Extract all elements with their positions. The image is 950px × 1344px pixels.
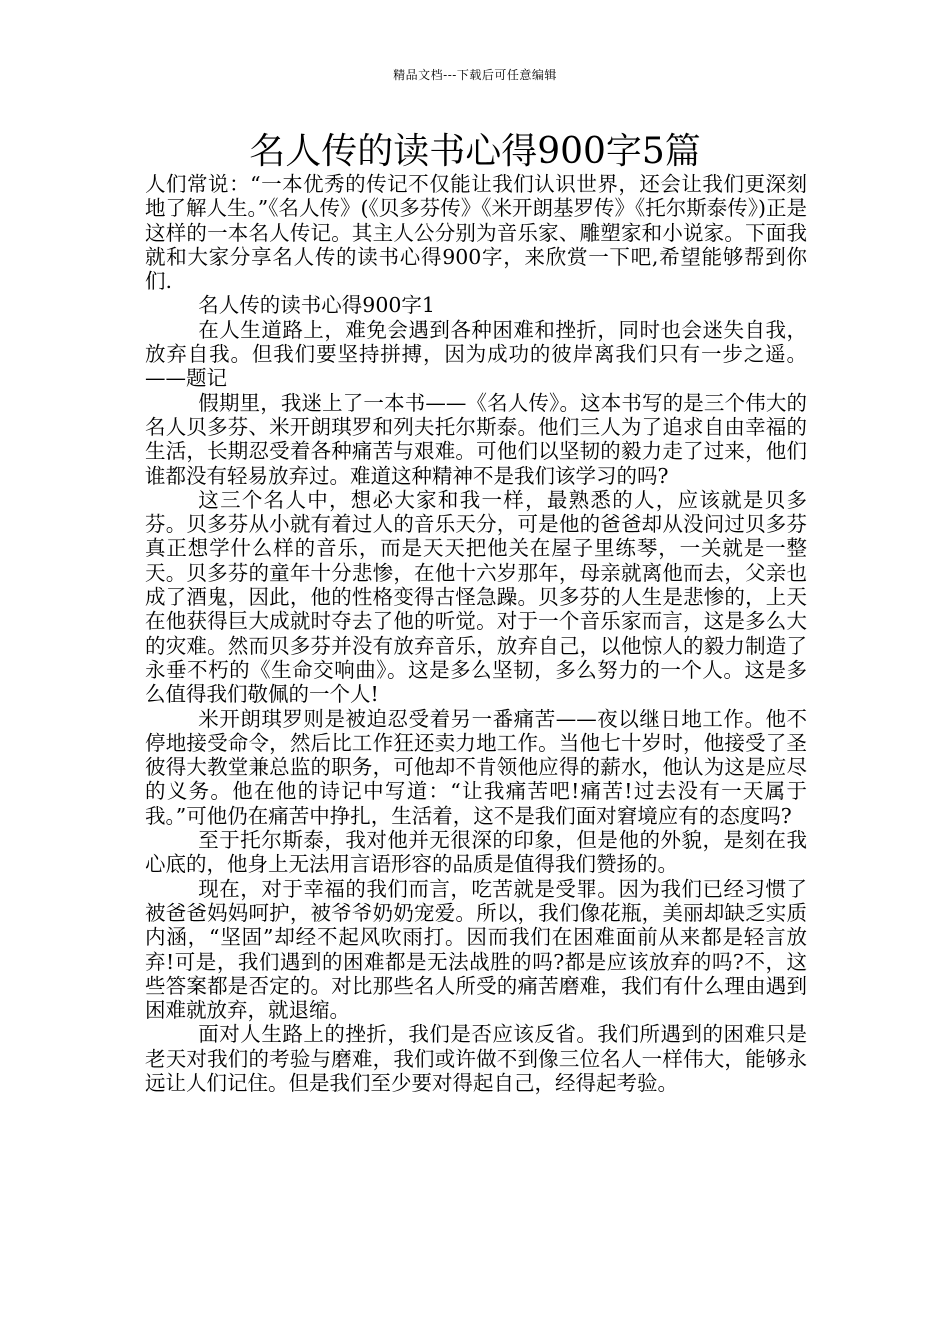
section-heading: 名人传的读书心得900字1 xyxy=(198,293,435,318)
paragraph: 至于托尔斯泰，我对他并无很深的印象，但是他的外貌，是刻在我心底的，他身上无法用言语形容的品质是值得我们赞扬的。 xyxy=(145,828,807,877)
paragraph-intro: 人们常说：“一本优秀的传记不仅能让我们认识世界，还会让我们更深刻地了解人生。”《名人传》(《贝多芬传》《米开朗基罗传》《托尔斯泰传》)正是这样的一本名人传记。其主人公分别为音乐家、雕塑家和小说家。下面我就和大家分享名人传的读书心得900字，来欣赏一下吧,希望能够帮到你们. xyxy=(145,172,807,294)
page-header: 精品文档---下载后可任意编辑 xyxy=(393,68,557,82)
paragraph: 假期里，我迷上了一本书——《名人传》。这本书写的是三个伟大的名人贝多芬、米开朗琪罗和列夫托尔斯泰。他们三人为了追求自由幸福的生活，长期忍受着各种痛苦与艰难。可他们以坚韧的毅力走了过来，他们谁都没有轻易放弃过。难道这种精神不是我们该学习的吗? xyxy=(145,390,807,488)
document-body xyxy=(145,172,807,1095)
paragraph: 现在，对于幸福的我们而言，吃苦就是受罪。因为我们已经习惯了被爸爸妈妈呵护，被爷爷奶奶宠爱。所以，我们像花瓶，美丽却缺乏实质内涵，“坚固”却经不起风吹雨打。因而我们在困难面前从来都是轻言放弃!可是，我们遇到的困难都是无法战胜的吗?都是应该放弃的吗?不，这些答案都是否定的。对比那些名人所受的痛苦磨难，我们有什么理由遇到困难就放弃，就退缩。 xyxy=(145,876,807,1023)
paragraph: 面对人生路上的挫折，我们是否应该反省。我们所遇到的困难只是老天对我们的考验与磨难，我们或许做不到像三位名人一样伟大，能够永远让人们记住。但是我们至少要对得起自己，经得起考验。 xyxy=(145,1022,807,1095)
paragraph: 这三个名人中，想必大家和我一样，最熟悉的人，应该就是贝多芬。贝多芬从小就有着过人的音乐天分，可是他的爸爸却从没问过贝多芬真正想学什么样的音乐，而是天天把他关在屋子里练琴，一关就是一整天。贝多芬的童年十分悲惨，在他十六岁那年，母亲就离他而去，父亲也成了酒鬼，因此，他的性格变得古怪急躁。贝多芬的人生是悲惨的，上天在他获得巨大成就时夺去了他的听觉。对于一个音乐家而言，这是多么大的灾难。然而贝多芬并没有放弃音乐，放弃自己，以他惊人的毅力制造了永垂不朽的《生命交响曲》。这是多么坚韧，多么努力的一个人。这是多么值得我们敬佩的一个人! xyxy=(145,487,807,707)
paragraph: 米开朗琪罗则是被迫忍受着另一番痛苦——夜以继日地工作。他不停地接受命令，然后比工作狂还卖力地工作。当他七十岁时，他接受了圣彼得大教堂兼总监的职务，可他却不肯领他应得的薪水，他认为这是应尽的义务。他在他的诗记中写道：“让我痛苦吧!痛苦!过去没有一天属于我。”可他仍在痛苦中挣扎，生活着，这不是我们面对窘境应有的态度吗? xyxy=(145,706,807,828)
document-title: 名人传的读书心得900字5篇 xyxy=(249,131,701,172)
paragraph: 在人生道路上，难免会遇到各种困难和挫折，同时也会迷失自我，放弃自我。但我们要坚持拼搏，因为成功的彼岸离我们只有一步之遥。——题记 xyxy=(145,317,807,391)
